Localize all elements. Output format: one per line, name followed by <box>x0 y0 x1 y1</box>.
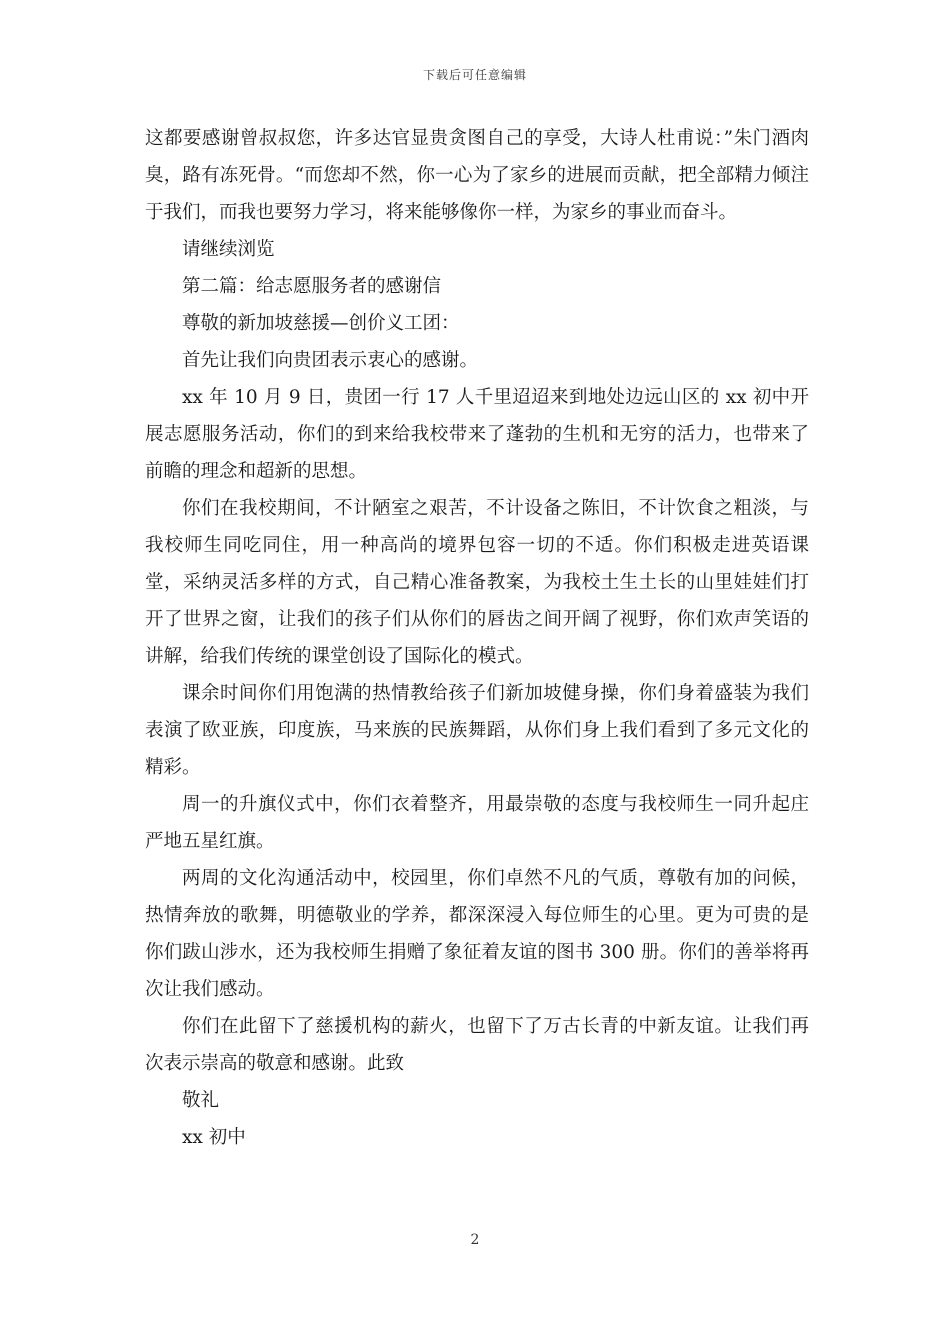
paragraph: xx 年 10 月 9 日，贵团一行 17 人千里迢迢来到地处边远山区的 xx 初中开展志愿服务活动，你们的到来给我校带来了蓬勃的生机和无穷的活力，也带来了前瞻的理念和超新的思想。 <box>145 387 809 482</box>
paragraph: 周一的升旗仪式中，你们衣着整齐，用最崇敬的态度与我校师生一同升起庄严地五星红旗。 <box>145 794 809 852</box>
paragraph: 你们在我校期间，不计陋室之艰苦，不计设备之陈旧，不计饮食之粗淡，与我校师生同吃同住，用一种高尚的境界包容一切的不适。你们积极走进英语课堂，采纳灵活多样的方式，自己精心准备教案，为我校土生土长的山里娃娃们打开了世界之窗，让我们的孩子们从你们的唇齿之间开阔了视野，你们欢声笑语的讲解，给我们传统的课堂创设了国际化的模式。 <box>145 498 809 667</box>
paragraph-continuation: 这都要感谢曾叔叔您，许多达官显贵贪图自己的享受，大诗人杜甫说：”朱门酒肉臭，路有冻死骨。“而您却不然，你一心为了家乡的进展而贡献，把全部精力倾注于我们，而我也要努力学习，将来能够像你一样，为家乡的事业而奋斗。 <box>145 128 809 223</box>
paragraph: 课余时间你们用饱满的热情教给孩子们新加坡健身操，你们身着盛装为我们表演了欧亚族，印度族，马来族的民族舞蹈，从你们身上我们看到了多元文化的精彩。 <box>145 683 809 778</box>
document-body <box>145 120 809 1156</box>
closing: 敬礼 <box>182 1090 220 1111</box>
paragraph: 首先让我们向贵团表示衷心的感谢。 <box>182 350 479 371</box>
section-title: 第二篇：给志愿服务者的感谢信 <box>182 276 442 297</box>
paragraph: 你们在此留下了慈援机构的薪火，也留下了万古长青的中新友谊。让我们再次表示崇高的敬意和感谢。此致 <box>145 1016 809 1074</box>
page-number: 2 <box>470 1232 480 1248</box>
paragraph: 两周的文化沟通活动中，校园里，你们卓然不凡的气质，尊敬有加的问候，热情奔放的歌舞，明德敬业的学养，都深深浸入每位师生的心里。更为可贵的是你们跋山涉水，还为我校师生捐赠了象征着友谊的图书 300 册。你们的善举将再次让我们感动。 <box>145 868 809 1000</box>
signature: xx 初中 <box>182 1127 246 1148</box>
salutation: 尊敬的新加坡慈援—创价义工团： <box>182 313 460 334</box>
continue-reading-link[interactable]: 请继续浏览 <box>182 239 275 260</box>
page-header: 下载后可任意编辑 <box>422 68 527 82</box>
